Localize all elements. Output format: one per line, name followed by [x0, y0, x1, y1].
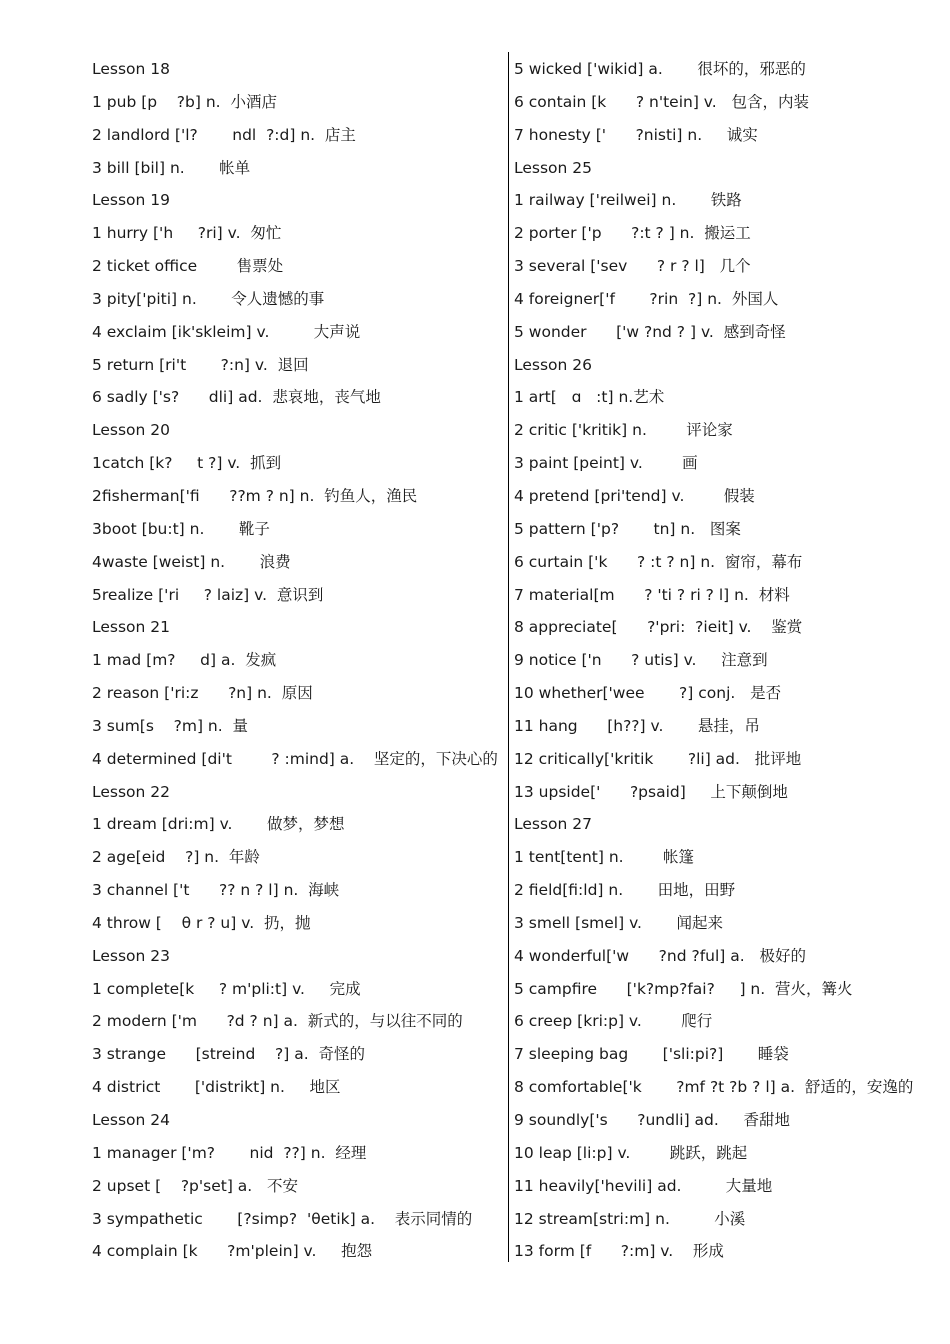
lesson-heading: Lesson 22 [92, 782, 171, 801]
vocabulary-entry: 5 wonder ['w ?nd ? ] v. 感到奇怪 [514, 322, 786, 341]
vocabulary-entry: 7 honesty [' ?nisti] n. 诚实 [514, 125, 758, 144]
vocabulary-entry: 8 comfortable['k ?mf ?t ?b ? l] a. 舒适的，安逸的 [514, 1078, 914, 1097]
vocabulary-entry: 5realize ['ri ? laiz] v. 意识到 [92, 585, 324, 604]
vocabulary-entry: 1 hurry ['h ?ri] v. 匆忙 [92, 224, 282, 243]
vocabulary-entry: 3 bill [bil] n. 帐单 [92, 158, 251, 177]
vocabulary-entry: 13 upside[' ?psaid] 上下颠倒地 [514, 782, 788, 801]
vocabulary-entry: 3 pity['piti] n. 令人遗憾的事 [92, 289, 325, 308]
vocabulary-entry: 1 dream [dri:m] v. 做梦，梦想 [92, 815, 345, 834]
vocabulary-entry: 2 modern ['m ?d ? n] a. 新式的，与以往不同的 [92, 1012, 463, 1031]
vocabulary-entry: 3 paint [peint] v. 画 [514, 454, 698, 473]
lesson-heading: Lesson 25 [514, 158, 593, 177]
vocabulary-entry: 4 exclaim [ik'skleim] v. 大声说 [92, 322, 361, 341]
vocabulary-entry: 4waste [weist] n. 浪费 [92, 552, 291, 571]
vocabulary-entry: 3 sympathetic [?simp? 'θetik] a. 表示同情的 [92, 1209, 473, 1228]
vocabulary-entry: 1 mad [m? d] a. 发疯 [92, 651, 277, 670]
lesson-heading: Lesson 27 [514, 815, 593, 834]
vocabulary-entry: 5 campfire ['k?mp?fai? ] n. 营火，篝火 [514, 979, 853, 998]
vocabulary-entry: 9 soundly['s ?undli] ad. 香甜地 [514, 1111, 790, 1129]
vocabulary-entry: 2 reason ['ri:z ?n] n. 原因 [92, 684, 313, 703]
vocabulary-entry: 2 age[eid ?] n. 年龄 [92, 848, 260, 867]
right-column [514, 53, 934, 1268]
vocabulary-entry: 13 form [f ?:m] v. 形成 [514, 1242, 724, 1261]
lesson-heading: Lesson 23 [92, 946, 171, 965]
vocabulary-entry: 2 ticket office 售票处 [92, 257, 284, 276]
vocabulary-entry: 1 railway ['reilwei] n. 铁路 [514, 191, 742, 210]
vocabulary-entry: 10 leap [li:p] v. 跳跃，跳起 [514, 1143, 748, 1162]
vocabulary-entry: 8 appreciate[ ?'pri: ?ieit] v. 鉴赏 [514, 618, 803, 637]
vocabulary-entry: 6 curtain ['k ? :t ? n] n. 窗帘，幕布 [514, 552, 803, 571]
vocabulary-entry: 4 pretend [pri'tend] v. 假装 [514, 486, 755, 505]
vocabulary-entry: 12 stream[stri:m] n. 小溪 [514, 1209, 746, 1228]
vocabulary-entry: 4 district ['distrikt] n. 地区 [92, 1078, 341, 1097]
vocabulary-entry: 2 field[fi:ld] n. 田地，田野 [514, 881, 736, 900]
vocabulary-entry: 7 material[m ? 'ti ? ri ? l] n. 材料 [514, 585, 790, 604]
vocabulary-entry: 2fisherman['fi ??m ? n] n. 钓鱼人，渔民 [92, 486, 418, 505]
vocabulary-entry: 4 wonderful['w ?nd ?ful] a. 极好的 [514, 946, 806, 965]
vocabulary-entry: 11 heavily['hevili] ad. 大量地 [514, 1176, 773, 1195]
vocabulary-entry: 4 determined [di't ? :mind] a. 坚定的，下决心的 [92, 749, 498, 768]
vocabulary-entry: 3 sum[s ?m] n. 量 [92, 716, 249, 735]
left-column [92, 53, 502, 1268]
vocabulary-entry: 5 return [ri't ?:n] v. 退回 [92, 355, 309, 374]
vocabulary-entry: 1 tent[tent] n. 帐篷 [514, 848, 695, 867]
vocabulary-entry: 2 landlord ['l? ndl ?:d] n. 店主 [92, 125, 356, 144]
vocabulary-entry: 1 art[ ɑ :t] n.艺术 [514, 388, 665, 407]
lesson-heading: Lesson 19 [92, 191, 171, 210]
vocabulary-entry: 1 complete[k ? m'pli:t] v. 完成 [92, 979, 361, 998]
lesson-heading: Lesson 20 [92, 421, 171, 440]
vocabulary-entry: 1 manager ['m? nid ??] n. 经理 [92, 1143, 367, 1162]
lesson-heading: Lesson 26 [514, 355, 593, 374]
vocabulary-entry: 3 smell [smel] v. 闻起来 [514, 913, 723, 932]
vocabulary-entry: 2 porter ['p ?:t ? ] n. 搬运工 [514, 224, 751, 243]
vocabulary-entry: 4 throw [ θ r ? u] v. 扔，抛 [92, 913, 311, 932]
vocabulary-entry: 6 creep [kri:p] v. 爬行 [514, 1012, 713, 1031]
vocabulary-entry: 3 strange [streind ?] a. 奇怪的 [92, 1045, 365, 1064]
column-divider [508, 52, 509, 1262]
vocabulary-entry: 11 hang [h??] v. 悬挂，吊 [514, 716, 760, 735]
vocabulary-entry: 5 pattern ['p? tn] n. 图案 [514, 519, 741, 538]
vocabulary-entry: 6 contain [k ? n'tein] v. 包含，内装 [514, 92, 809, 111]
vocabulary-entry: 7 sleeping bag ['sli:pi?] 睡袋 [514, 1045, 789, 1064]
vocabulary-entry: 6 sadly ['s? dli] ad. 悲哀地，丧气地 [92, 388, 381, 407]
lesson-heading: Lesson 24 [92, 1111, 171, 1129]
vocabulary-entry: 3 channel ['t ?? n ? l] n. 海峡 [92, 881, 340, 900]
vocabulary-entry: 2 upset [ ?p'set] a. 不安 [92, 1176, 299, 1195]
vocabulary-entry: 2 critic ['kritik] n. 评论家 [514, 421, 733, 440]
vocabulary-entry: 4 foreigner['f ?rin ?] n. 外国人 [514, 289, 779, 308]
vocabulary-entry: 3boot [bu:t] n. 靴子 [92, 519, 270, 538]
vocabulary-entry: 9 notice ['n ? utis] v. 注意到 [514, 651, 768, 670]
lesson-heading: Lesson 18 [92, 60, 171, 78]
vocabulary-entry: 3 several ['sev ? r ? l] 几个 [514, 257, 751, 276]
vocabulary-entry: 10 whether['wee ?] conj. 是否 [514, 684, 782, 703]
vocabulary-entry: 1 pub [p ?b] n. 小酒店 [92, 92, 277, 111]
vocabulary-entry: 1catch [k? t ?] v. 抓到 [92, 454, 282, 473]
vocabulary-entry: 4 complain [k ?m'plein] v. 抱怨 [92, 1242, 373, 1261]
vocabulary-entry: 5 wicked ['wikid] a. 很坏的，邪恶的 [514, 60, 806, 78]
vocabulary-entry: 12 critically['kritik ?li] ad. 批评地 [514, 749, 802, 768]
lesson-heading: Lesson 21 [92, 618, 171, 637]
